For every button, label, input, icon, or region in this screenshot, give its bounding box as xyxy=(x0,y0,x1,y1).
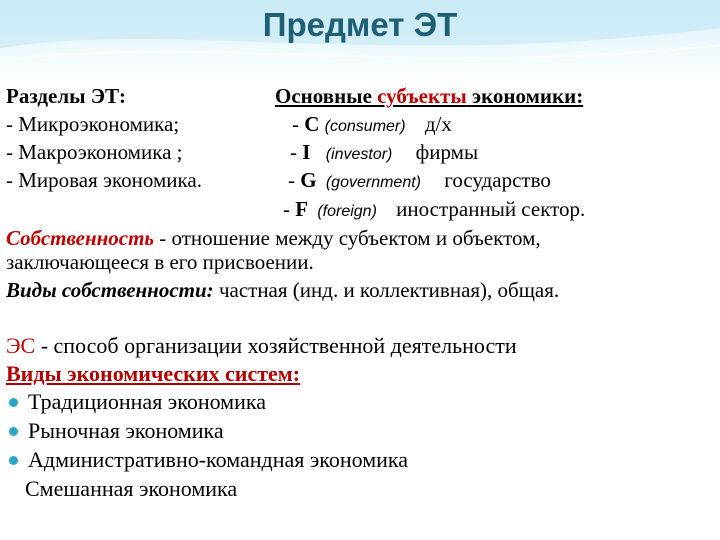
es-types-heading: Виды экономических систем: xyxy=(6,361,301,386)
section-item: - Мировая экономика. xyxy=(6,168,202,192)
es-type-extra: Смешанная экономика xyxy=(25,476,238,501)
section-item: - Микроэкономика; xyxy=(6,112,180,136)
es-definition xyxy=(6,334,517,358)
bullet-icon xyxy=(9,456,18,465)
subject-term: (investor) xyxy=(325,146,393,163)
subjects-heading-part1: Основные xyxy=(275,84,378,108)
es-term: ЭС xyxy=(6,333,36,358)
subject-term: (foreign) xyxy=(317,203,377,220)
subject-prefix: - xyxy=(283,197,296,221)
es-type-item: Традиционная экономика xyxy=(28,389,266,414)
subject-row-c xyxy=(292,112,452,139)
section-item: - Макроэкономика ; xyxy=(6,140,183,164)
ownership-definition-text: - отношение между субъектом и объектом, xyxy=(154,226,541,250)
bullet-icon xyxy=(9,427,18,436)
es-type-item: Рыночная экономика xyxy=(28,418,224,443)
es-type-item: Административно-командная экономика xyxy=(28,447,409,472)
subject-meaning: иностранный сектор. xyxy=(396,197,586,221)
subject-prefix: - xyxy=(290,140,303,164)
subject-meaning: д/х xyxy=(424,112,452,136)
ownership-types-label: Виды собственности: xyxy=(6,278,214,302)
subjects-heading xyxy=(275,84,583,108)
subject-term: (government) xyxy=(325,174,421,191)
subject-letter: I xyxy=(302,140,311,164)
ownership-definition-line2: заключающееся в его присвоении. xyxy=(6,250,314,274)
ownership-definition xyxy=(6,226,541,250)
subject-meaning: государство xyxy=(444,168,551,192)
subject-row-i xyxy=(290,140,478,167)
subject-prefix: - xyxy=(292,112,305,136)
ownership-types xyxy=(6,278,559,302)
subject-letter: G xyxy=(300,168,317,192)
subject-row-g xyxy=(288,168,551,195)
subject-term: (consumer) xyxy=(324,118,406,135)
es-definition-text: - способ организации хозяйственной деятельности xyxy=(35,333,517,358)
subject-meaning: фирмы xyxy=(415,140,479,164)
ownership-types-text: частная (инд. и коллективная), общая. xyxy=(213,278,560,302)
page-title: Предмет ЭТ xyxy=(262,6,458,43)
subject-letter: F xyxy=(295,197,309,221)
subjects-heading-part2: экономики: xyxy=(466,84,584,108)
subject-row-f xyxy=(283,197,585,224)
bullet-icon xyxy=(9,398,18,407)
subject-letter: C xyxy=(304,112,320,136)
subject-prefix: - xyxy=(288,168,301,192)
ownership-term: Собственность xyxy=(6,226,155,250)
subjects-heading-highlight: субъекты xyxy=(377,84,467,108)
sections-heading: Разделы ЭТ: xyxy=(6,84,127,108)
